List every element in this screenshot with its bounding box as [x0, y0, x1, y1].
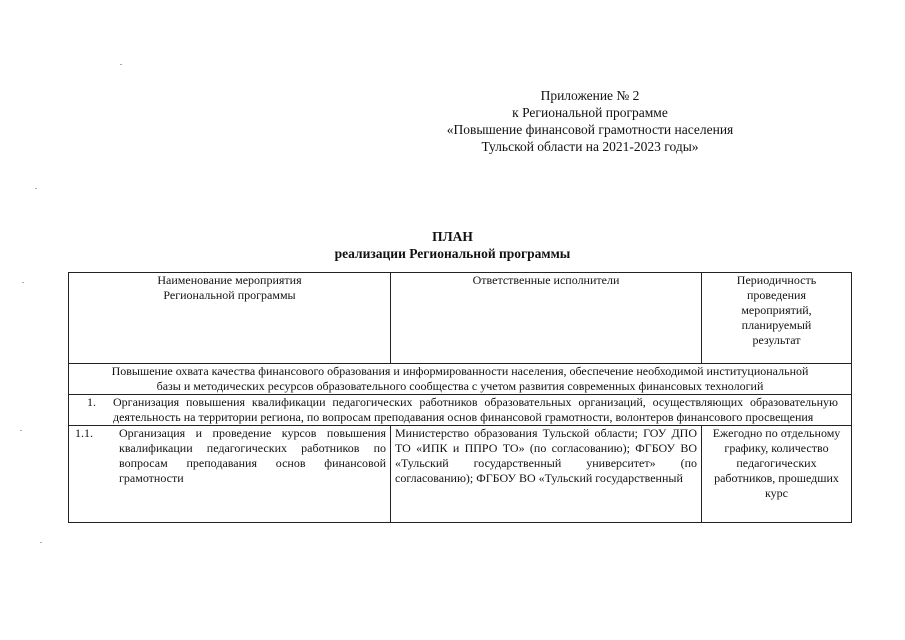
section-row	[69, 364, 852, 395]
item-1-1-name-cell	[69, 426, 391, 523]
plan-subtitle: реализации Региональной программы	[334, 246, 571, 261]
item-1-1-executors: Министерство образования Тульской области; ГОУ ДПО ТО «ИПК и ППРО ТО» (по согласованию); ФГБОУ ВО «Тульский государственный университет» (по согласованию); ФГБОУ ВО «Тульский государственный	[395, 426, 697, 485]
item-1-1-name: Организация и проведение курсов повышения квалификации педагогических работников по вопросам преподавания основ финансовой грамотности	[119, 426, 386, 485]
item-1-1-executors-cell	[391, 426, 702, 523]
item-1-1-periodicity: Ежегодно по отдельному графику, количество педагогических работников, прошедших курс	[712, 426, 841, 500]
appendix-line-4: Тульской области на 2021-2023 годы»	[481, 139, 699, 154]
item-row-1	[69, 395, 852, 426]
item-1-text: Организация повышения квалификации педагогических работников образовательных организаций, осуществляющих образовательную деятельность на территории региона, по вопросам преподавания основ финансовой грамотности, волонтеров финансового просвещения	[113, 395, 838, 424]
header-periodicity: Периодичность проведения мероприятий, планируемый результат	[702, 273, 852, 364]
scan-speck	[40, 542, 42, 543]
table-header-row	[69, 273, 852, 364]
plan-table	[68, 272, 852, 523]
scan-speck	[35, 188, 37, 189]
scan-speck	[120, 64, 122, 65]
item-1-1-periodicity-cell	[702, 426, 852, 523]
appendix-line-1: Приложение № 2	[540, 88, 640, 103]
appendix-header	[420, 87, 760, 155]
section-goal: Повышение охвата качества финансового образования и информированности населения, обеспечение необходимой институциональной базы и методических ресурсов образовательного сообщества с учетом развития современных финансовых технологий	[69, 364, 852, 395]
plan-title: ПЛАН	[432, 229, 473, 244]
scan-speck	[20, 430, 22, 431]
item-1-1-number: 1.1.	[75, 426, 93, 440]
appendix-line-2: к Региональной программе	[512, 105, 668, 120]
item-1-number: 1.	[87, 395, 96, 409]
header-executors: Ответственные исполнители	[391, 273, 702, 364]
scan-speck	[22, 282, 24, 283]
plan-title-block	[250, 228, 655, 262]
item-1-cell	[69, 395, 852, 426]
header-name: Наименование мероприятия Региональной программы	[69, 273, 391, 364]
appendix-line-3: «Повышение финансовой грамотности населения	[446, 122, 734, 137]
item-row-1-1	[69, 426, 852, 523]
